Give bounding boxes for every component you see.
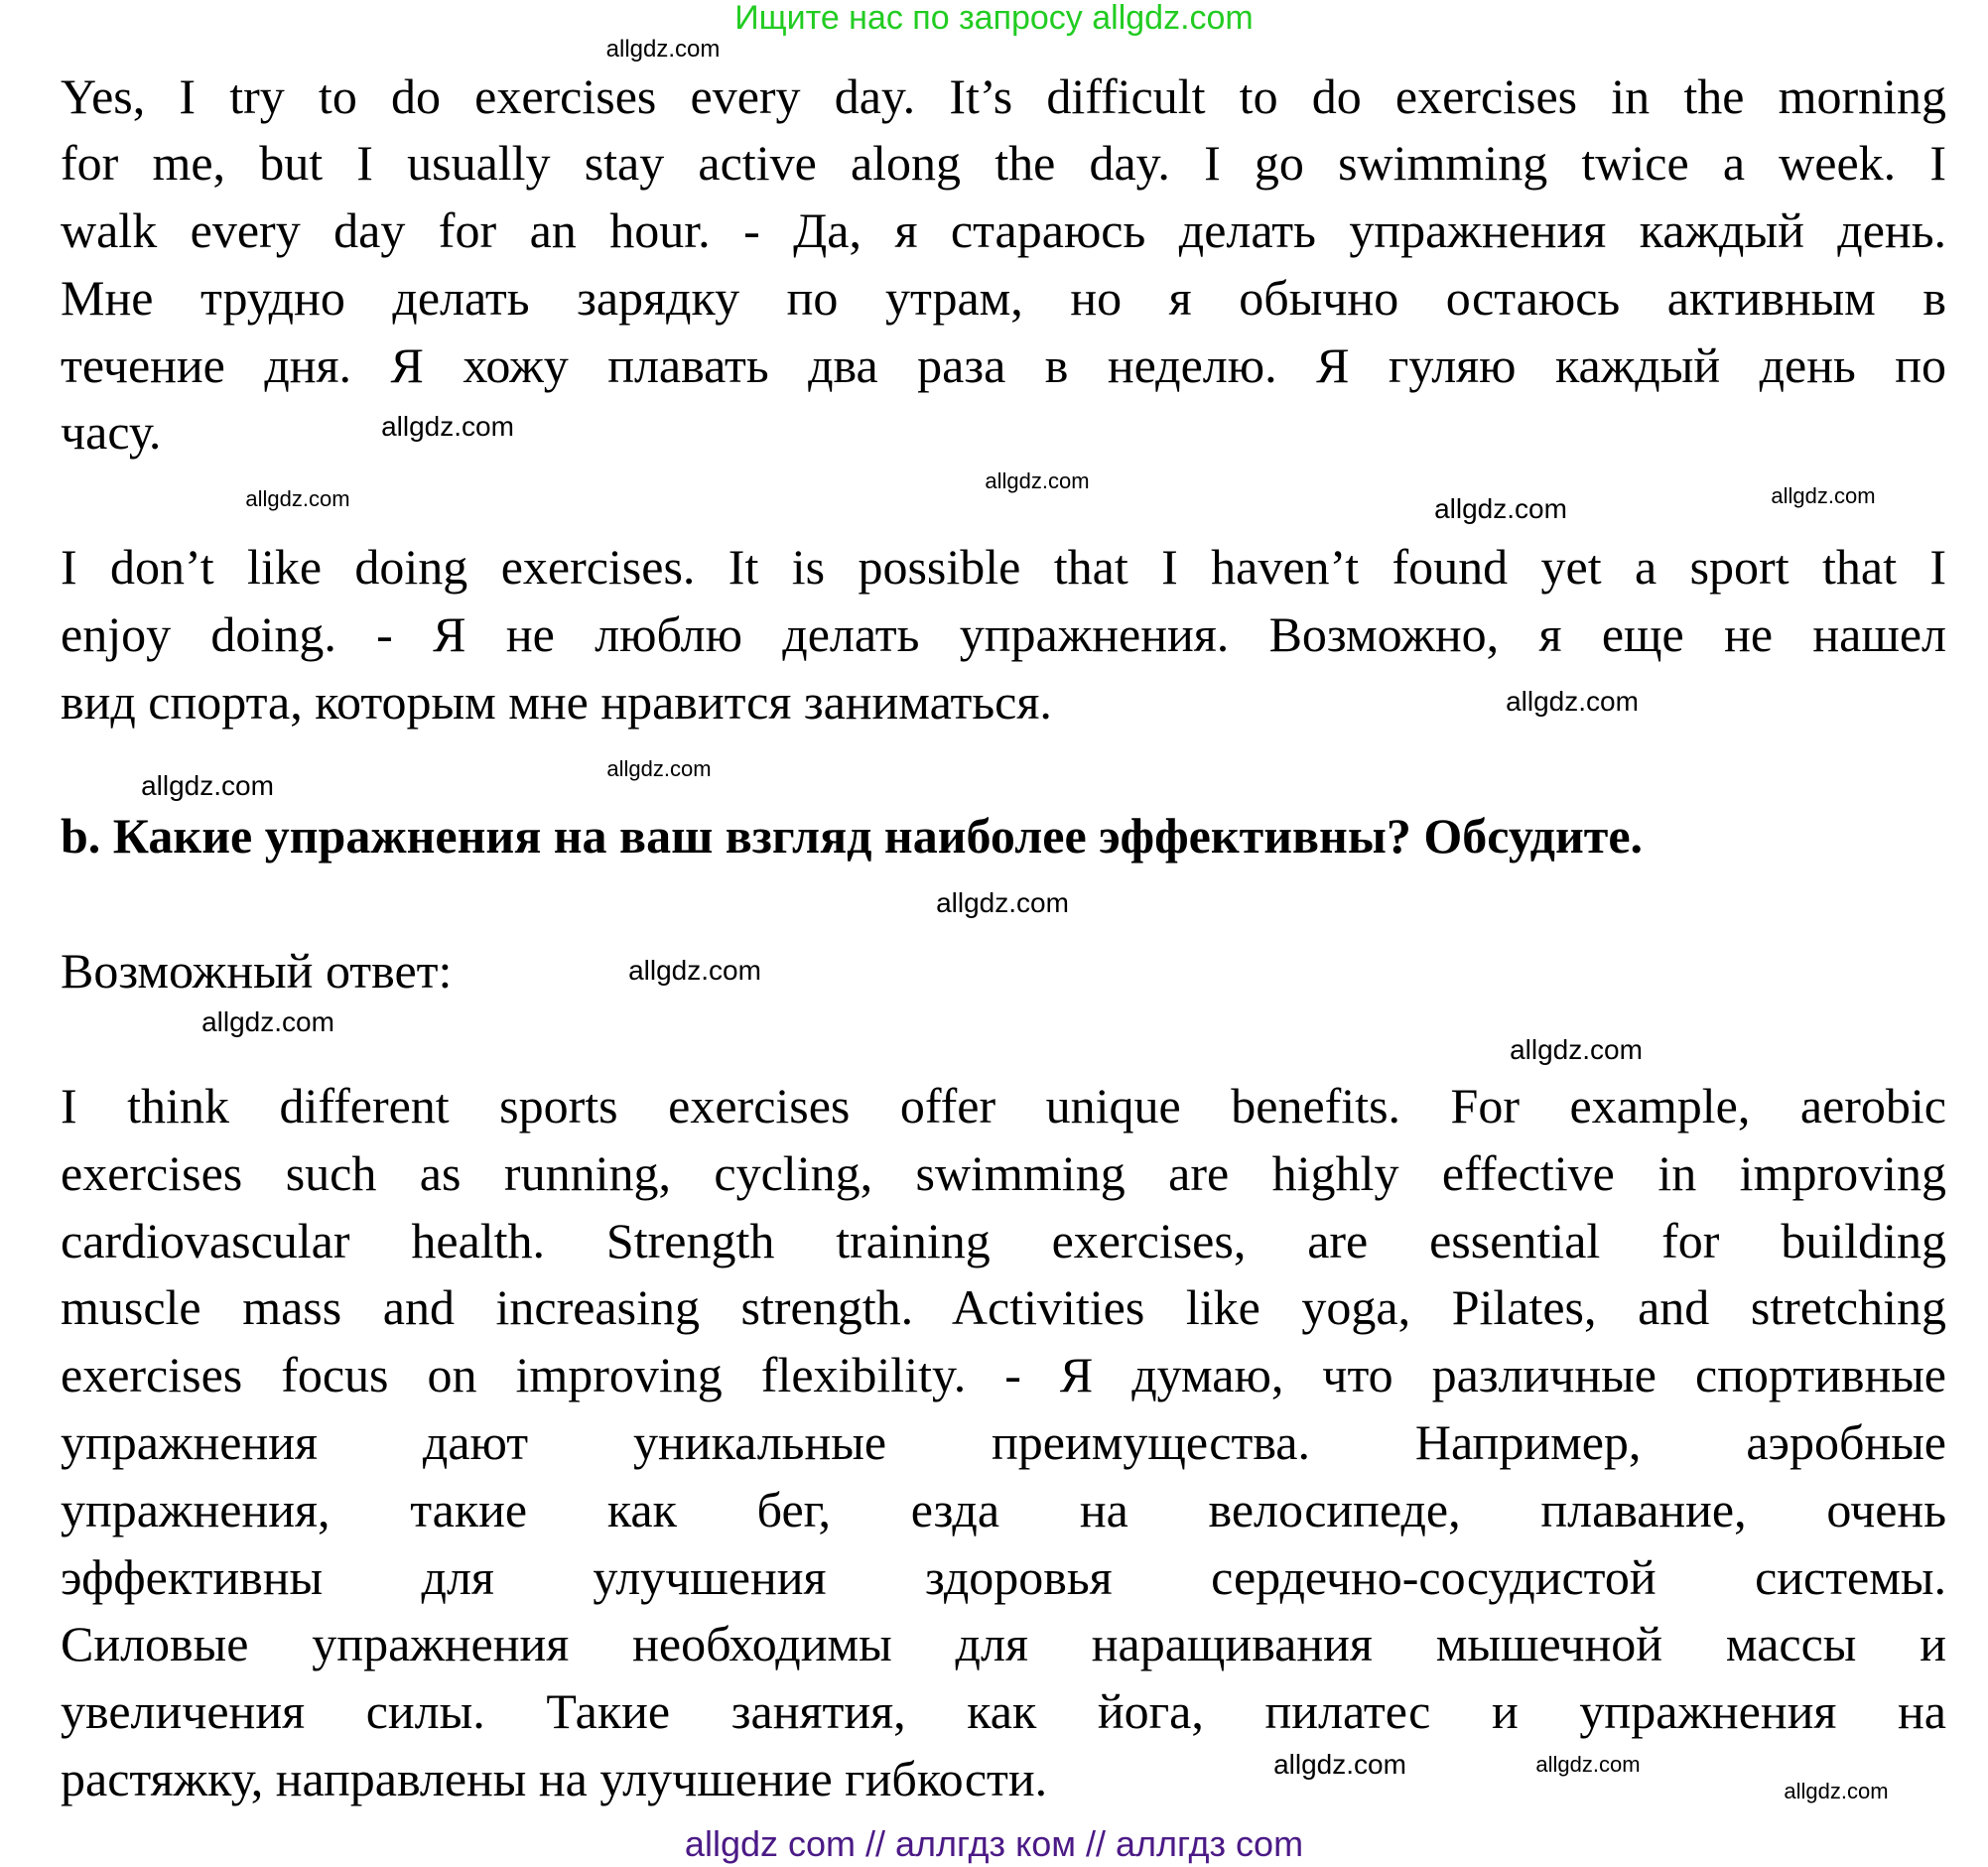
watermark: allgdz.com [606, 756, 712, 781]
footer-watermark: allgdz com // аллгдз ком // аллгдз com [684, 1823, 1304, 1864]
text-line: упражнения дают уникальные преимущества. Например, аэробные [61, 1414, 1946, 1470]
watermark: allgdz.com [1434, 493, 1567, 524]
watermark: allgdz.com [1510, 1034, 1643, 1065]
watermark: allgdz.com [605, 36, 721, 63]
text-line: I think different sports exercises offer unique benefits. For example, aerobic [61, 1078, 1946, 1134]
answer-label: Возможный ответ: [61, 943, 453, 999]
text-line: walk every day for an hour. - Да, я стараюсь делать упражнения каждый день. [61, 202, 1946, 258]
watermark: allgdz.com [1273, 1749, 1406, 1780]
watermark: allgdz.com [245, 486, 350, 511]
text-line: exercises focus on improving flexibility. - Я думаю, что различные спортивные [61, 1347, 1946, 1402]
question-heading: b. Какие упражнения на ваш взгляд наиболее эффективны? Обсудите. [61, 808, 1644, 864]
watermark: allgdz.com [628, 955, 761, 986]
watermark: allgdz.com [381, 411, 514, 442]
text-line: Yes, I try to do exercises every day. It’s difficult to do exercises in the morning [61, 68, 1946, 124]
watermark: allgdz.com [1535, 1752, 1641, 1777]
text-line: exercises such as running, cycling, swimming are highly effective in improving [61, 1145, 1946, 1201]
watermark: allgdz.com [1771, 483, 1876, 508]
watermark: allgdz.com [1784, 1779, 1889, 1803]
text-line: упражнения, такие как бег, езда на велосипеде, плавание, очень [61, 1482, 1946, 1537]
text-line: I don’t like doing exercises. It is possible that I haven’t found yet a sport that I [61, 539, 1946, 595]
watermark: allgdz.com [936, 887, 1069, 918]
watermark: allgdz.com [141, 770, 274, 801]
text-line: увеличения силы. Такие занятия, как йога, пилатес и упражнения на [61, 1683, 1946, 1739]
text-line: for me, but I usually stay active along the day. I go swimming twice a week. I [61, 135, 1946, 191]
text-line: часу. [61, 404, 162, 460]
watermark: allgdz.com [985, 468, 1090, 493]
text-line: Силовые упражнения необходимы для наращивания мышечной массы и [61, 1616, 1946, 1671]
text-line: растяжку, направлены на улучшение гибкости. [61, 1751, 1048, 1806]
search-banner: Ищите нас по запросу allgdz.com [734, 0, 1254, 37]
watermark: allgdz.com [1506, 686, 1639, 717]
text-line: enjoy doing. - Я не люблю делать упражнения. Возможно, я еще не нашел [61, 606, 1946, 662]
text-line: cardiovascular health. Strength training exercises, are essential for building [61, 1213, 1946, 1268]
text-line: Мне трудно делать зарядку по утрам, но я обычно остаюсь активным в [61, 270, 1946, 326]
text-line: muscle mass and increasing strength. Activities like yoga, Pilates, and stretching [61, 1279, 1946, 1335]
text-line: эффективны для улучшения здоровья сердечно-сосудистой системы. [61, 1549, 1946, 1605]
text-line: вид спорта, которым мне нравится заниматься. [61, 674, 1052, 730]
text-line: течение дня. Я хожу плавать два раза в неделю. Я гуляю каждый день по [61, 337, 1946, 393]
watermark: allgdz.com [201, 1006, 334, 1037]
